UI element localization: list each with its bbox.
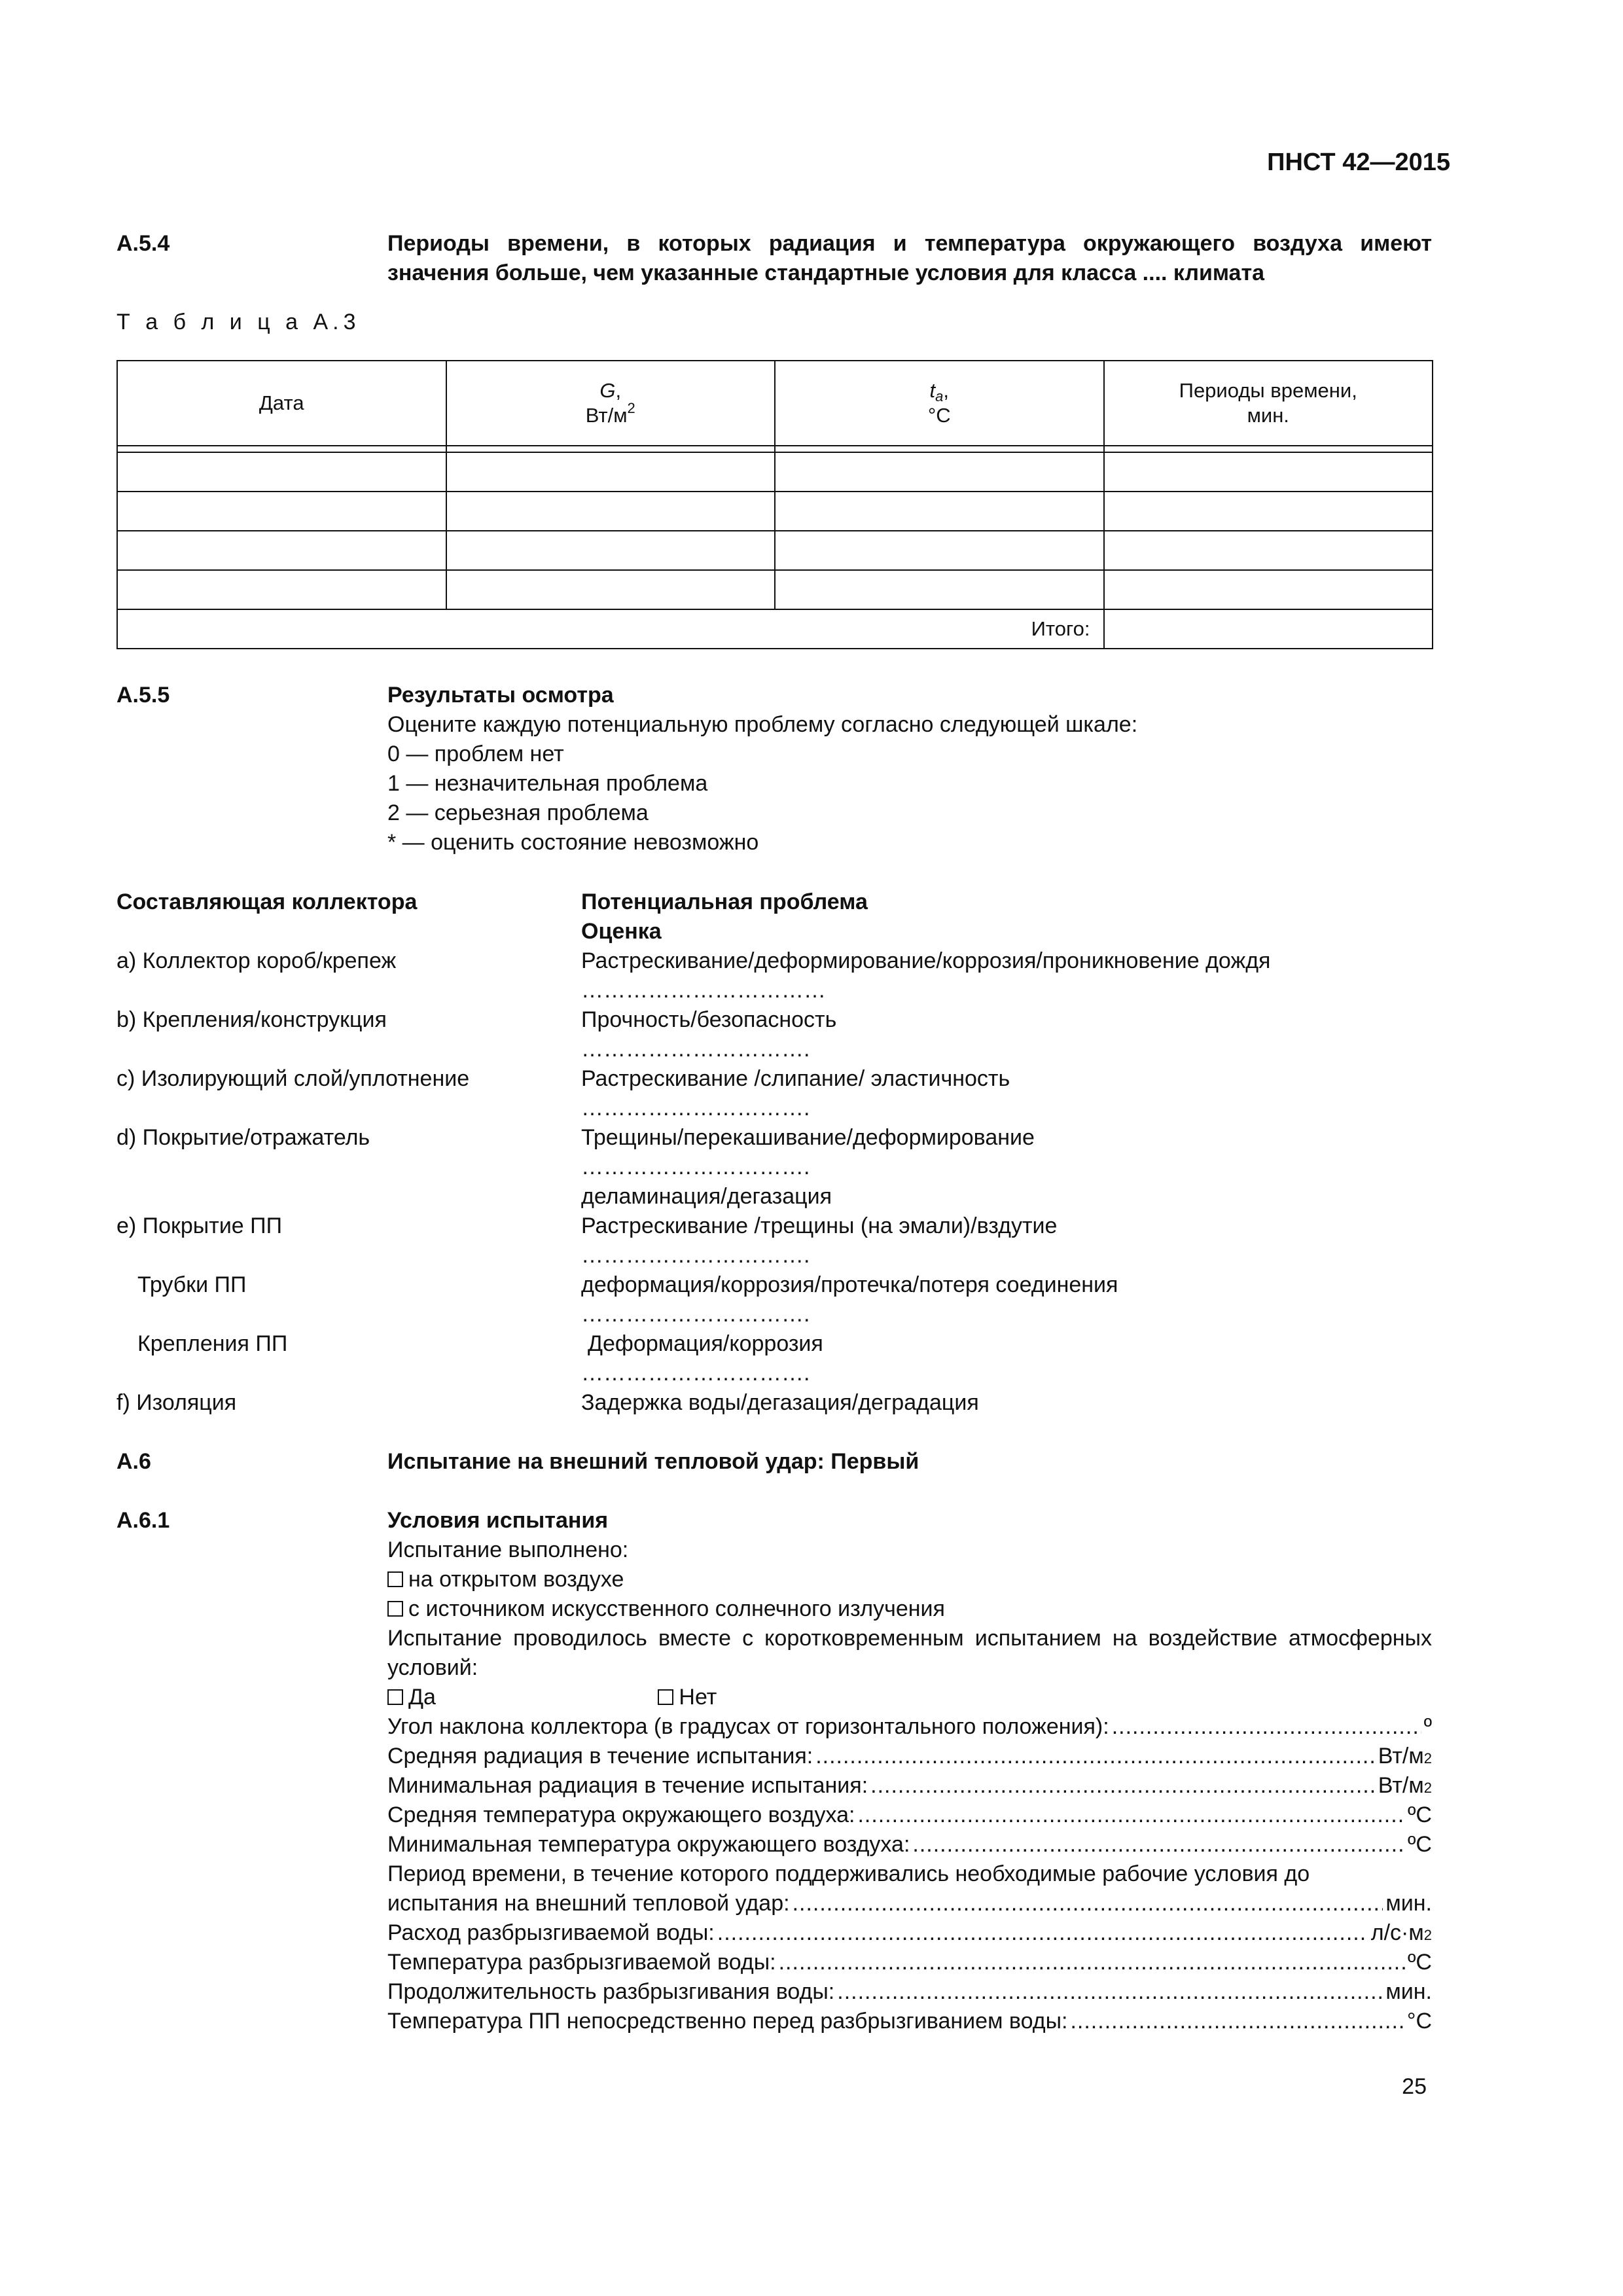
table-cell[interactable] (775, 531, 1104, 570)
table-cell[interactable] (117, 492, 446, 531)
performed-label: Испытание выполнено: (387, 1537, 629, 1562)
component-name: b) Крепления/конструкция (116, 1007, 387, 1032)
component-row (116, 1064, 1433, 1121)
table-row (117, 492, 1433, 531)
field-mean-ambient-temp[interactable]: Средняя температура окружающего воздуха: ..... ºC (387, 1801, 1432, 1830)
section-number-a61: А.6.1 (116, 1508, 170, 1533)
total-value-cell[interactable] (1104, 609, 1433, 649)
document-code: ПНСТ 42—2015 (1267, 149, 1450, 176)
section-title-a6: Испытание на внешний тепловой удар: Первый (387, 1449, 919, 1474)
table-cell[interactable] (1104, 452, 1433, 492)
table-cell[interactable] (446, 570, 776, 609)
section-a61 (387, 1506, 1432, 2036)
field-absorber-temp[interactable]: Температура ПП непосредственно перед разбрызгиванием воды: ..... °C (387, 2007, 1432, 2036)
period-text: Период времени, в течение которого поддерживались необходимые рабочие условия до (387, 1861, 1310, 1886)
section-number-a6: А.6 (116, 1449, 151, 1474)
col-time-period: Периоды времени, мин. (1104, 361, 1433, 446)
component-row (116, 1123, 1433, 1209)
table-row (117, 531, 1433, 570)
rating-blank[interactable]: …………………………. (581, 1037, 810, 1062)
field-min-ambient-temp[interactable]: Минимальная температура окружающего воздуха: ..... ºC (387, 1830, 1432, 1859)
table-cell[interactable] (446, 452, 776, 492)
component-name: Трубки ПП (137, 1272, 247, 1297)
rating-blank[interactable]: …………………………. (581, 1155, 810, 1179)
component-name: Крепления ПП (137, 1331, 288, 1356)
rating-blank[interactable]: …………………………… (581, 978, 826, 1003)
rating-blank[interactable]: …………………………. (581, 1302, 810, 1327)
table-cell[interactable] (775, 452, 1104, 492)
section-number-a54: А.5.4 (116, 231, 170, 256)
scale-item: * — оценить состояние невозможно (387, 830, 759, 855)
table-header-row (117, 361, 1433, 446)
col-irradiance: G, $Вт/м^2$ (446, 361, 776, 446)
combined-test-text: Испытание проводилось вместе с коротковременным испытанием на воздействие атмосферных условий: (387, 1626, 1432, 1680)
component-row (116, 1270, 1433, 1327)
total-label: Итого: (117, 609, 1104, 649)
table-cell[interactable] (446, 492, 776, 531)
table-cell[interactable] (446, 531, 776, 570)
checkbox-icon[interactable] (387, 1689, 403, 1705)
page-number: 25 (1402, 2074, 1427, 2099)
scale-item: 1 — незначительная проблема (387, 771, 708, 796)
table-row (117, 570, 1433, 609)
field-spray-duration[interactable]: Продолжительность разбрызгивания воды: ..... мин. (387, 1977, 1432, 2007)
scale-item: 2 — серьезная проблема (387, 800, 649, 825)
problem-text: Задержка воды/дегазация/деградация (581, 1390, 979, 1415)
section-title-a54: Периоды времени, в которых радиация и температура окружающего воздуха имеют значения больше, чем указанные стандартные условия для класса .... климата (387, 231, 1432, 285)
component-row (116, 1329, 1433, 1386)
field-spray-flow[interactable]: Расход разбрызгиваемой воды: ..... л/с·м 2 (387, 1918, 1432, 1948)
option-yes[interactable]: Да (387, 1685, 436, 1710)
problem-text: Прочность/безопасность …………………………. (581, 1005, 836, 1064)
problem-text: Трещины/перекашивание/деформирование …………………………. деламинация/дегазация (581, 1125, 1035, 1209)
field-tilt-angle[interactable]: Угол наклона коллектора (в градусах от горизонтального положения): ..... º (387, 1712, 1432, 1742)
table-total-row (117, 609, 1433, 649)
problem-text: деформация/коррозия/протечка/потеря соединения …………………………. (581, 1270, 1118, 1329)
problem-text: Растрескивание /трещины (на эмали)/вздутие …………………………. (581, 1211, 1057, 1270)
field-mean-irradiance[interactable]: Средняя радиация в течение испытания: ..... Вт/м 2 (387, 1742, 1432, 1771)
component-name: а) Коллектор короб/крепеж (116, 948, 397, 973)
component-row (116, 1005, 1433, 1062)
col-date: Дата (117, 361, 446, 446)
option-outdoor[interactable]: на открытом воздухе (387, 1565, 1432, 1594)
table-label: Т а б л и ц а А.3 (116, 310, 361, 334)
component-name: c) Изолирующий слой/уплотнение (116, 1066, 470, 1091)
component-row (116, 1388, 1433, 1418)
section-number-a55: А.5.5 (116, 683, 170, 708)
section-a55 (387, 681, 1432, 857)
component-name: e) Покрытие ПП (116, 1213, 283, 1238)
scale-item: 0 — проблем нет (387, 742, 564, 766)
table-cell[interactable] (117, 570, 446, 609)
table-cell[interactable] (117, 452, 446, 492)
component-row (116, 946, 1433, 1003)
checkbox-icon[interactable] (658, 1689, 673, 1705)
col-ambient-temp: $t_a$, °C (775, 361, 1104, 446)
checkbox-icon[interactable] (387, 1601, 403, 1617)
option-no[interactable]: Нет (658, 1685, 717, 1710)
table-cell[interactable] (1104, 492, 1433, 531)
rating-blank[interactable]: …………………………. (581, 1096, 810, 1121)
col-problem-header: Потенциальная проблема Оценка (581, 889, 868, 944)
component-name: d) Покрытие/отражатель (116, 1125, 370, 1150)
section-title-a55: Результаты осмотра (387, 683, 614, 708)
field-min-irradiance[interactable]: Минимальная радиация в течение испытания: ..... Вт/м 2 (387, 1771, 1432, 1801)
scale-intro: Оцените каждую потенциальную проблему согласно следующей шкале: (387, 712, 1138, 737)
option-simulator[interactable]: с источником искусственного солнечного излучения (387, 1594, 1432, 1624)
table-cell[interactable] (775, 570, 1104, 609)
field-spray-temp[interactable]: Температура разбрызгиваемой воды: ..... ºC (387, 1948, 1432, 1977)
col-component-header: Составляющая коллектора (116, 889, 418, 914)
component-header (116, 888, 1433, 944)
component-row (116, 1211, 1433, 1268)
table-cell[interactable] (1104, 570, 1433, 609)
table-cell[interactable] (117, 531, 446, 570)
section-title-a61: Условия испытания (387, 1508, 609, 1533)
rating-blank[interactable]: …………………………. (581, 1243, 810, 1268)
table-row (117, 452, 1433, 492)
problem-text: Растрескивание /слипание/ эластичность …………………………. (581, 1064, 1010, 1123)
checkbox-icon[interactable] (387, 1571, 403, 1587)
problem-text: Деформация/коррозия …………………………. (581, 1329, 823, 1388)
component-name: f) Изоляция (116, 1390, 237, 1415)
yes-no-options (387, 1683, 1432, 1712)
field-period[interactable]: испытания на внешний тепловой удар: ..... мин. (387, 1889, 1432, 1918)
table-a3 (116, 360, 1433, 649)
table-cell[interactable] (1104, 531, 1433, 570)
rating-blank[interactable]: …………………………. (581, 1361, 810, 1386)
table-cell[interactable] (775, 492, 1104, 531)
problem-text: Растрескивание/деформирование/коррозия/проникновение дождя …………………………… (581, 946, 1270, 1005)
